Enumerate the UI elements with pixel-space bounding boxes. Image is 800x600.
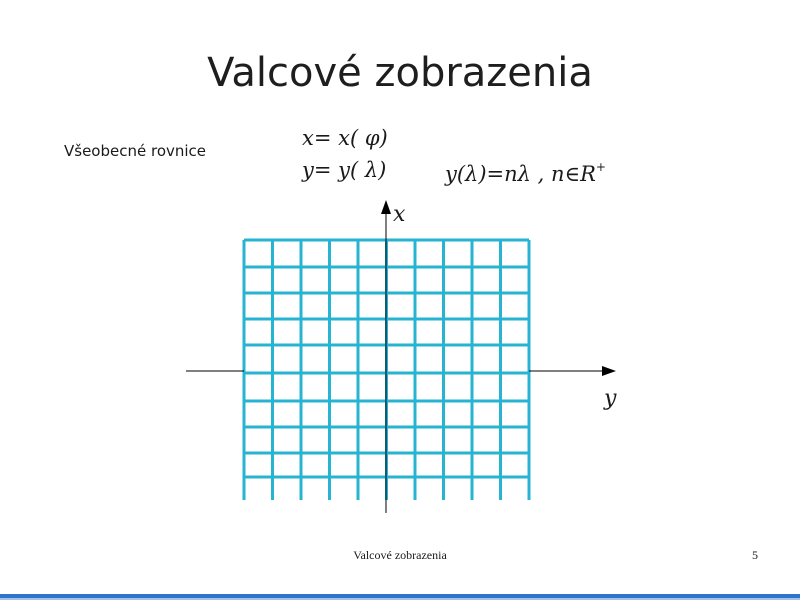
page-number: 5 bbox=[752, 548, 758, 562]
coordinate-axes bbox=[186, 200, 616, 513]
equation-y: y= y( λ) bbox=[302, 158, 387, 182]
equation-projection-text: y(λ)=nλ , n∈R bbox=[445, 162, 596, 186]
axis-x-label: x bbox=[393, 202, 406, 227]
axis-y-label: y bbox=[604, 386, 617, 411]
axis-y-arrowhead bbox=[602, 366, 616, 376]
general-equations-label: Všeobecné rovnice bbox=[64, 142, 207, 160]
equation-x: x= x( φ) bbox=[302, 126, 388, 150]
slide-title: Valcové zobrazenia bbox=[207, 50, 593, 96]
footer-title: Valcové zobrazenia bbox=[353, 548, 447, 562]
axis-x-arrowhead bbox=[381, 200, 391, 214]
equation-projection-superscript: + bbox=[595, 160, 606, 174]
